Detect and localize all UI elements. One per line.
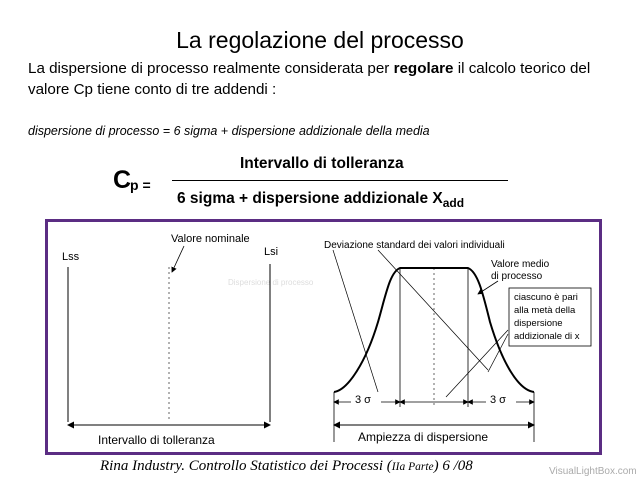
three-sigma-right: 3 σ xyxy=(490,394,506,406)
citation-main: Rina Industry. Controllo Statistico dei Processi ( xyxy=(100,458,392,474)
dispersion-formula: dispersione di processo = 6 sigma + dispersione addizionale della media xyxy=(28,124,430,138)
watermark: VisualLightBox.com xyxy=(549,466,637,477)
nominal-label: Valore nominale xyxy=(171,233,250,245)
lsi-label: Lsi xyxy=(264,246,279,258)
box-pointer-1 xyxy=(446,330,508,397)
mean-label-1: Valore medio xyxy=(491,259,550,270)
note-line-4: addizionale di x xyxy=(514,331,580,342)
tolerance-label: Intervallo di tolleranza xyxy=(98,433,215,447)
slide-title: La regolazione del processo xyxy=(176,27,464,53)
intro-text-1: La dispersione di processo realmente considerata per xyxy=(28,60,394,77)
intro-bold-word: regolare xyxy=(393,60,454,77)
denominator-subscript: add xyxy=(442,196,465,211)
citation-end: ) 6 /08 xyxy=(433,458,473,474)
cp-denominator xyxy=(177,190,464,210)
ghost-text: Dispersione di processo xyxy=(228,278,314,287)
nominal-arrow xyxy=(172,246,184,272)
note-line-1: ciascuno è pari xyxy=(514,292,578,303)
dispersion-label: Ampiezza di dispersione xyxy=(358,430,489,444)
intro-text-2: il calcolo teorico del valore Cp tiene conto di tre addendi : xyxy=(28,60,591,98)
cp-numerator: Intervallo di tolleranza xyxy=(240,155,404,172)
process-dispersion-diagram xyxy=(48,222,599,452)
box-pointer-2 xyxy=(488,334,508,372)
note-line-3: dispersione xyxy=(514,318,563,329)
cp-symbol: C xyxy=(113,166,132,194)
citation-part: IIa Parte xyxy=(391,461,434,473)
fraction-bar xyxy=(172,180,508,181)
denominator-text: 6 sigma + dispersione addizionale X xyxy=(177,190,443,207)
mean-label-2: di processo xyxy=(491,271,543,282)
three-sigma-left: 3 σ xyxy=(355,394,371,406)
note-line-2: alla metà della xyxy=(514,305,576,316)
intro-paragraph xyxy=(28,58,628,100)
citation xyxy=(100,458,473,475)
std-dev-label: Deviazione standard dei valori individuali xyxy=(324,240,505,251)
cp-subscript: p = xyxy=(130,177,151,193)
lss-label: Lss xyxy=(62,251,80,263)
std-dev-line-left xyxy=(333,250,378,392)
